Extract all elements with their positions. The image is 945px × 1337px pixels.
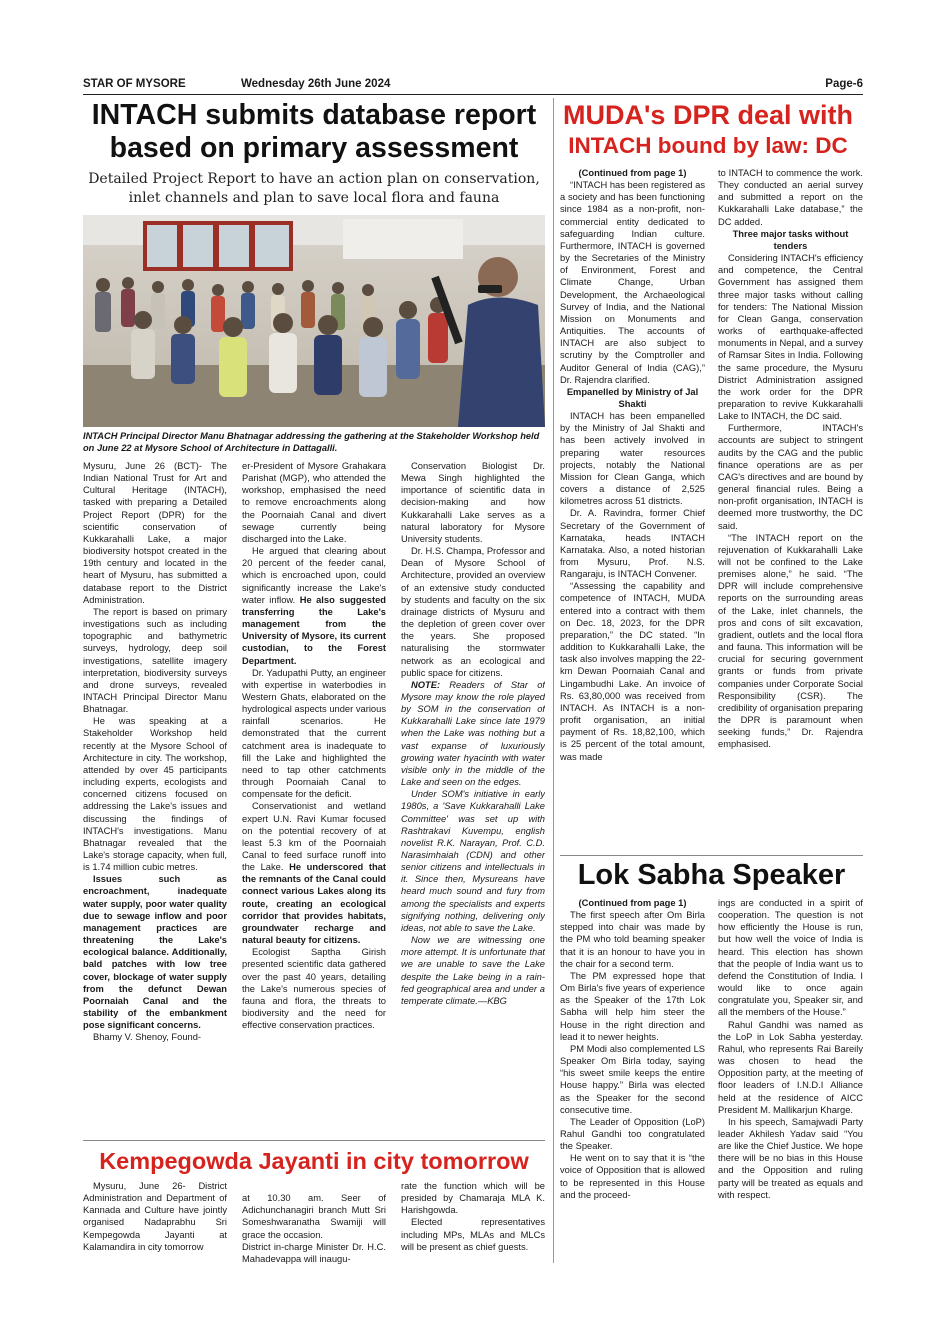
editor-note [401, 679, 545, 788]
intach-column-1 [83, 460, 227, 1145]
muda-headline-line-2: INTACH bound by law: DC [568, 133, 848, 158]
note-text: Readers of Star of Mysore may know the role played by SOM in the conservation of Kukkarahalli Lake since late 1979 when the Lake was nothing but a vast expanse of luxuriously growing water hyacinth with water visible only in the middle of the Lake and seen on the edges. [401, 679, 545, 788]
intach-deck: Detailed Project Report to have an action plan on conservation, inlet channels and plan to save local flora and fauna [88, 171, 540, 206]
workshop-photo-image [83, 215, 545, 427]
issue-date: Wednesday 26th June 2024 [241, 78, 391, 90]
paragraph: at 10.30 am. Seer of Adichunchanagiri branch Mutt Sri Someshwaranatha Swamiji will grace the occasion. District in-charge Minister Dr. H.C. Mahadevappa will inaugu- [242, 1193, 386, 1264]
section-divider [553, 98, 554, 1263]
continued-note: (Continued from page 1) [578, 898, 687, 908]
paragraph: Ecologist Saptha Girish presented scientific data gathered over the past 40 years, detailing the Lake's numerous species of fauna and flora, the threats to biodiversity and the need for effective conservation practices. [242, 947, 386, 1031]
paragraph-bold: Issues such as encroachment, inadequate water supply, poor water quality due to sewage inflow and poor management practices are threatening the Lake's ecological balance. Additionally, bald patches with low tree cover, blockage of water supply from the defunct Dewan Poornaiah Canal and the stability of the embankment pose significant concerns. [83, 874, 227, 1031]
paragraph: He went on to say that it is “the voice of Opposition that is allowed to be represented in this House and the proceed- [560, 1153, 705, 1200]
paragraph: The PM expressed hope that Om Birla's five years of experience as the Speaker of the 17th Lok Sabha will help him steer the House in the right direction and lead it to newer heights. [560, 970, 705, 1042]
paragraph: “The INTACH report on the rejuvenation of Kukkarahalli Lake will not be confined to the Lake premises alone,” he said. “The DPR will include comprehensive reports on the surrounding areas of the Lake, inlet channels, the pros and cons of silt excavation, gradient, outlets and the local flora and fauna. This information will be crucial for securing government grants or funds from private companies under Corporate Social Responsibility (CSR). The credibility of organisation preparing the DPR is paramount when seeking funds,” Dr. Rajendra emphasised. [718, 532, 863, 750]
paragraph: Considering INTACH's efficiency and competence, the Central Government has assigned them three major tasks without calling for tenders: The National Mission for Clean Ganga, conservation works of earthquake-affected monuments in Nepal, and a survey of Ramsar Sites in India. Following the same procedure, the Mysuru District Administration assigned the work order for the DPR preparation to revive Kukkarahalli Lake to INTACH, the DC said. [718, 253, 863, 422]
subheading: Empanelled by Ministry of Jal Shakti [566, 386, 699, 409]
masthead [83, 76, 863, 94]
paragraph: In his speech, Samajwadi Party leader Akhilesh Yadav said “You are like the Chief Justice. We hope there will be no bias in this House and the Opposition and ruling party will be treated as equals and with respect. [718, 1116, 863, 1200]
paragraph-text: He argued that clearing about 20 percent of the feeder canal, which is encroached upon, could significantly increase the Lake's water inflow. [242, 546, 386, 605]
paragraph: Mysuru, June 26- District Administration and Department of Kannada and Culture have jointly organised Nadaprabhu Sri Kempegowda Jayanti at Kalamandira in city tomorrow [83, 1181, 227, 1252]
muda-headline-line-1: MUDA's DPR deal with [563, 100, 853, 130]
section-rule [83, 1140, 545, 1141]
lok-column-2 [718, 897, 863, 1263]
paragraph: to INTACH to commence the work. They conducted an aerial survey and submitted a report on the Kukkarahalli Lake database,” the DC added. [718, 168, 863, 227]
paragraph: PM Modi also complemented LS Speaker Om Birla today, saying “his sweet smile keeps the entire House happy.” Birla was elected as the Speaker for the second consecutive time. [560, 1043, 705, 1115]
photo-caption: INTACH Principal Director Manu Bhatnagar addressing the gathering at the Stakeholder Workshop held on June 22 at Mysore School of Architecture in Dattagalli. [83, 431, 540, 453]
intach-column-2 [242, 460, 386, 1145]
page-number: Page-6 [825, 78, 863, 90]
paragraph-text: Conservationist and wetland expert U.N. Ravi Kumar focused on the potential recovery of at least 5.3 km of the Poornaiah Canal to feed surface runoff into the Lake. [242, 801, 386, 873]
paragraph: He was speaking at a Stakeholder Workshop held recently at the Mysore School of Architecture in city. The workshop, attended by over 45 participants including experts, ecologists and concerned citizens focused on addressing the Lake's issues and discussing the findings of INTACH's investigations. Manu Bhatnagar revealed that the Lake's storage capacity, when full, is 1.74 million cubic metres. [83, 716, 227, 873]
workshop-photo [83, 215, 545, 427]
paragraph: Furthermore, INTACH's accounts are subject to stringent audits by the CAG and the public finance operations are as per CAG's directives and are bound by general financial rules. Being a non-profit organisation, INTACH is deemed more trustworthy, the DC said. [718, 423, 863, 531]
paragraph: Dr. Yadupathi Putty, an engineer with expertise in waterbodies in Western Ghats, elaborated on the hydrological aspects under various rainfall scenarios. He demonstrated that the current catchment area is inadequate to fill the Lake and highlighted the need to tap other catchments through Poornaiah Canal to compensate for the deficit. [242, 667, 386, 800]
paragraph: Dr. H.S. Champa, Professor and Dean of Mysore School of Architecture, provided an overview of an extensive study conducted by students and faculty on the six drainage districts of Mysuru and the depletion of green cover over the years. She proposed naturalising the stormwater network as an ecological and public space for citizens. [401, 546, 545, 678]
paragraph: Mysuru, June 26 (BCT)- The Indian National Trust for Art and Cultural Heritage (INTACH), tasked with preparing a Detailed Project Report (DPR) for the scientific conservation of Kukkarahalli Lake, a major biodiversity hotspot created in the 19th century and located in the heart of Mysuru, has submitted a database report to the District Administration. [83, 461, 227, 605]
intach-column-3 [401, 460, 545, 1145]
note-label: NOTE: [411, 679, 441, 690]
paragraph: Conservation Biologist Dr. Mewa Singh highlighted the importance of scientific data in decision-making and how Kukkarahalli Lake serves as a natural laboratory for Mysore University students. [401, 461, 545, 544]
paragraph: Bhamy V. Shenoy, Found- [93, 1032, 202, 1043]
paragraph: Rahul Gandhi was named as the LoP in Lok Sabha yesterday. Rahul, who represents Rai Bareily was chosen to head the Opposition party, at the meeting of floor leaders of I.N.D.I Alliance held at the residence of AICC President M. Mallikarjun Kharge. [718, 1019, 863, 1115]
kemp-column-1 [83, 1180, 227, 1265]
paper-name: STAR OF MYSORE [83, 78, 186, 90]
muda-column-1 [560, 167, 705, 850]
paragraph [242, 800, 386, 946]
paragraph: “INTACH has been registered as a society and has been functioning since 1984 as a non-profit, non-commercial entity dedicated to safeguarding Indian culture. Furthermore, INTACH is governed by the Secretaries of the Ministry of Environment, Forest and Climate Change, Urban Development, the Archaeological Survey of India, and the National Mission on Monuments and Antiquities. The accounts of INTACH are also subject to scrutiny by the Comptroller and Auditor General of India (CAG),” Dr. Rajendra clarified. [560, 180, 705, 385]
paragraph: The first speech after Om Birla stepped into chair was made by the PM who told beaming speaker that it is an honour to have you in the chair for a second term. [560, 910, 705, 969]
paragraph: INTACH has been empanelled by the Ministry of Jal Shakti and has been actively involved in preparing water resources projects, notably the National Mission for Clean Ganga, which covers a distance of 2,525 kilometres across 51 districts. [560, 411, 705, 507]
muda-column-2 [718, 167, 863, 850]
paragraph-bold: He also suggested transferring the Lake's management from the University of Mysore, its current custodian, to the Forest Department. [242, 594, 386, 666]
paragraph: The Leader of Opposition (LoP) Rahul Gandhi too congratulated the Speaker. [560, 1116, 705, 1152]
paragraph: The report is based on primary investigations such as including topographic and bathymetric surveys, hydrology, deep soil investigations, satellite imagery interpretation, biodiversity surveys and drone surveys, revealed INTACH Principal Director Manu Bhatnagar. [83, 606, 227, 715]
paragraph: ings are conducted in a spirit of cooperation. The question is not how efficiently the House is run, but how well the voice of India is heard. This election has shown that the people of India want us to defend the Constitution of India. I would like to once again congratulate you, Speaker sir, and all the members of the House.” [718, 898, 863, 1018]
paragraph-bold: He underscored that the remnants of the Canal could connect various Lakes along its route, creating an ecological corridor that provides habitats, groundwater recharge and natural beauty for citizens. [242, 862, 386, 946]
kempegowda-headline: Kempegowda Jayanti in city tomorrow [99, 1148, 529, 1174]
paragraph: Elected representatives including MPs, MLAs and MLCs will be present as chief guests. [401, 1217, 545, 1252]
editor-note: Under SOM's initiative in early 1980s, a 'Save Kukkarahalli Lake Committee' was set up with Rashtrakavi Kuvempu, english novelist R.K. Narayan, Prof. C.D. Narasimhaiah (CDN) and other senior citizens and intellectuals in it. Since then, Mysureans have heard much sound and fury from among the specialists and experts signifying nothing, delivering only ideas, not able to save the Lake. [401, 789, 545, 933]
masthead-rule [83, 94, 863, 95]
editor-note: Now we are witnessing one more attempt. It is unfortunate that we are unable to save the Lake despite the Lake being in a rain-fed geographical area and under a temperate climate.—KBG [401, 935, 545, 1006]
subheading: Three major tasks without tenders [732, 228, 849, 251]
muda-headline [553, 100, 863, 161]
lok-sabha-headline: Lok Sabha Speaker [577, 859, 846, 891]
paragraph: “Assessing the capability and competence of INTACH, MUDA entered into a contract with them on Dec. 18, 2023, for the DPR preparation,” the DC stated. “In addition to Kukkarahalli Lake, the task also involves mapping the 22-km Dewan Poornaiah Canal and Lingambudhi Lake. An invoice of Rs. 63,80,000 was received from INTACH. As INTACH is a non-profit organisation, an initial payment of Rs. 18,82,100, which is 25 percent of the total amount, was made [560, 581, 705, 762]
kemp-column-3 [401, 1180, 545, 1265]
paragraph: rate the function which will be presided by Chamaraja MLA K. Harishgowda. [401, 1181, 545, 1216]
intach-headline: INTACH submits database report based on primary assessment [91, 99, 537, 164]
lok-column-1 [560, 897, 705, 1263]
paragraph [242, 545, 386, 667]
kemp-column-2 [242, 1180, 386, 1265]
continued-note: (Continued from page 1) [578, 168, 687, 178]
paragraph: Dr. A. Ravindra, former Chief Secretary of the Government of Karnataka, heads INTACH Karnataka. Also, a noted historian from Mysuru, Prof. N.S. Rangaraju, is INTACH Convener. [560, 508, 705, 580]
paragraph: er-President of Mysore Grahakara Parishat (MGP), who attended the workshop, emphasised the need to remove encroachments along the Poornaiah Canal and divert sewage currently being discharged into the Lake. [242, 461, 386, 544]
